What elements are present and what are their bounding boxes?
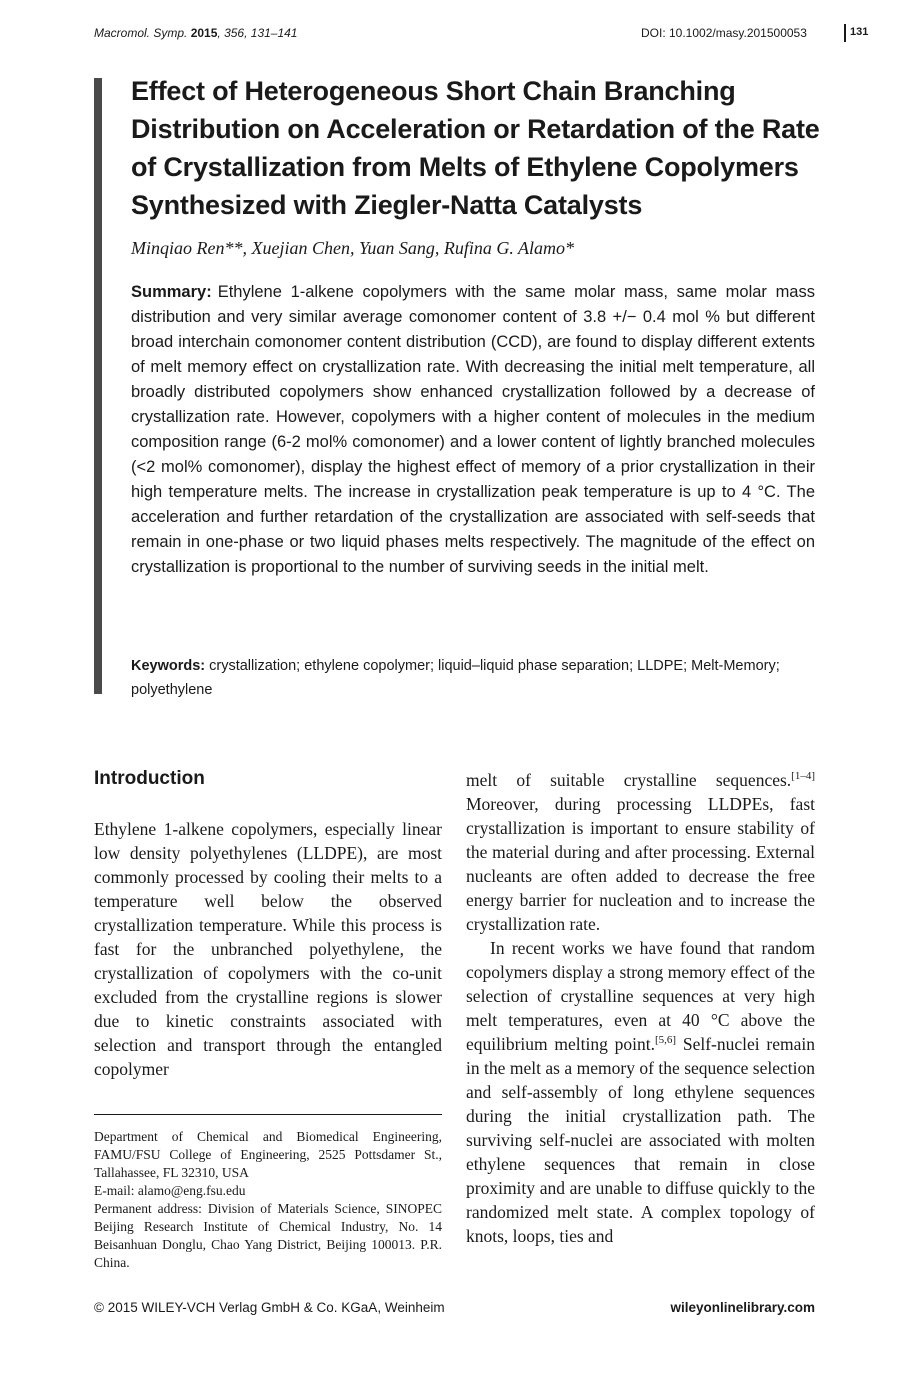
citation-ref[interactable]: [1–4] — [791, 770, 815, 783]
page-footer — [94, 1300, 815, 1320]
paragraph-text: Moreover, during processing LLDPEs, fast crystallization is important to ensure stability of the material during and after processing. External nucleants are often added to decrease the free energy barrier for nucleation and to increase the crystallization rate. — [466, 794, 815, 934]
abstract-side-rule — [94, 78, 102, 694]
footnote-divider — [94, 1114, 442, 1115]
intro-paragraph-left: Ethylene 1-alkene copolymers, especially linear low density polyethylenes (LLDPE), are most commonly processed by cooling their melts to a temperature well below the observed crystallization temperature. While this process is fast for the unbranched polyethylene, the crystallization of copolymers with the co-unit excluded from the crystalline regions is slower due to kinetic constraints associated with selection and transport through the entangled copolymer — [94, 819, 442, 1079]
journal-citation — [94, 26, 297, 40]
publisher-website-link[interactable]: wileyonlinelibrary.com — [670, 1300, 815, 1315]
running-header — [94, 26, 869, 44]
section-heading-introduction: Introduction — [94, 768, 205, 789]
journal-year: 2015 — [190, 26, 218, 40]
paragraph-text: In recent works we have found that random copolymers display a strong memory effect of the selection of crystalline sequences at very high melt temperatures, even at 40 °C above the equilibrium melting point. — [466, 938, 815, 1054]
paragraph-text: melt of suitable crystalline sequences. — [466, 770, 792, 790]
abstract-summary — [131, 280, 815, 580]
doi-link[interactable]: DOI: 10.1002/masy.201500053 — [641, 26, 807, 40]
copyright-notice: © 2015 WILEY-VCH Verlag GmbH & Co. KGaA, Weinheim — [94, 1300, 445, 1315]
journal-volume-pages: , 356, 131–141 — [217, 26, 298, 40]
journal-name: Macromol. Symp. — [94, 26, 188, 40]
affiliation-department: Department of Chemical and Biomedical Engineering, FAMU/FSU College of Engineering, 2525 Pottsdamer St., Tallahassee, FL 32310, USA — [94, 1129, 442, 1180]
summary-text: Ethylene 1-alkene copolymers with the same molar mass, same molar mass distribution and very similar average comonomer content of 3.8 +/− 0.4 mol % but different broad interchain comonomer content distribution (CCD), are found to display different extents of melt memory effect on crystallization rate. With decreasing the initial melt temperature, all broadly distributed copolymers show enhanced crystallization followed by a decrease of crystallization rate. However, copolymers with a higher content of molecules in the medium composition range (6-2 mol% comonomer) and a lower content of lightly branched molecules (<2 mol% comonomer), display the highest effect of memory of a prior crystallization in their high temperature melts. The increase in crystallization peak temperature is up to 4 °C. The acceleration and further retardation of the crystallization are associated with self-seeds that remain in one-phase or two liquid phases melts respectively. The magnitude of the effect on crystallization is proportional to the number of surviving seeds in the initial melt. — [131, 283, 815, 576]
affiliation-footnote — [94, 1128, 442, 1272]
keywords-label: Keywords: — [131, 658, 206, 674]
author-list: Minqiao Ren**, Xuejian Chen, Yuan Sang, Rufina G. Alamo* — [131, 238, 574, 258]
summary-label: Summary: — [131, 283, 212, 301]
affiliation-email[interactable]: E-mail: alamo@eng.fsu.edu — [94, 1183, 246, 1198]
affiliation-permanent-address: Permanent address: Division of Materials Science, SINOPEC Beijing Research Institute of Chemical Industry, No. 14 Beisanhuan Donglu, Chao Yang District, Beijing 100013. P.R. China. — [94, 1201, 442, 1270]
intro-paragraph-continued — [466, 768, 815, 936]
header-divider — [844, 24, 846, 42]
citation-ref[interactable]: [5,6] — [655, 1034, 677, 1047]
article-title: Effect of Heterogeneous Short Chain Branching Distribution on Acceleration or Retardation of the Rate of Crystallization from Melts of Ethylene Copolymers Synthesized with Ziegler-Natta Catalysts — [131, 76, 820, 220]
keywords-text: crystallization; ethylene copolymer; liquid–liquid phase separation; LLDPE; Melt-Memory; polyethylene — [131, 658, 780, 698]
paragraph-text: Self-nuclei remain in the melt as a memory of the sequence selection and self-assembly of long ethylene sequences during the initial crystallization path. The surviving self-nuclei are associated with molten ethylene sequences that remain in close proximity and are unable to diffuse quickly to the randomized melt state. A complex topology of knots, loops, ties and — [466, 1034, 815, 1246]
page-number: 131 — [850, 26, 869, 38]
intro-column-right — [466, 768, 815, 1248]
intro-paragraph-recent-works — [466, 936, 815, 1248]
keywords — [131, 654, 815, 702]
